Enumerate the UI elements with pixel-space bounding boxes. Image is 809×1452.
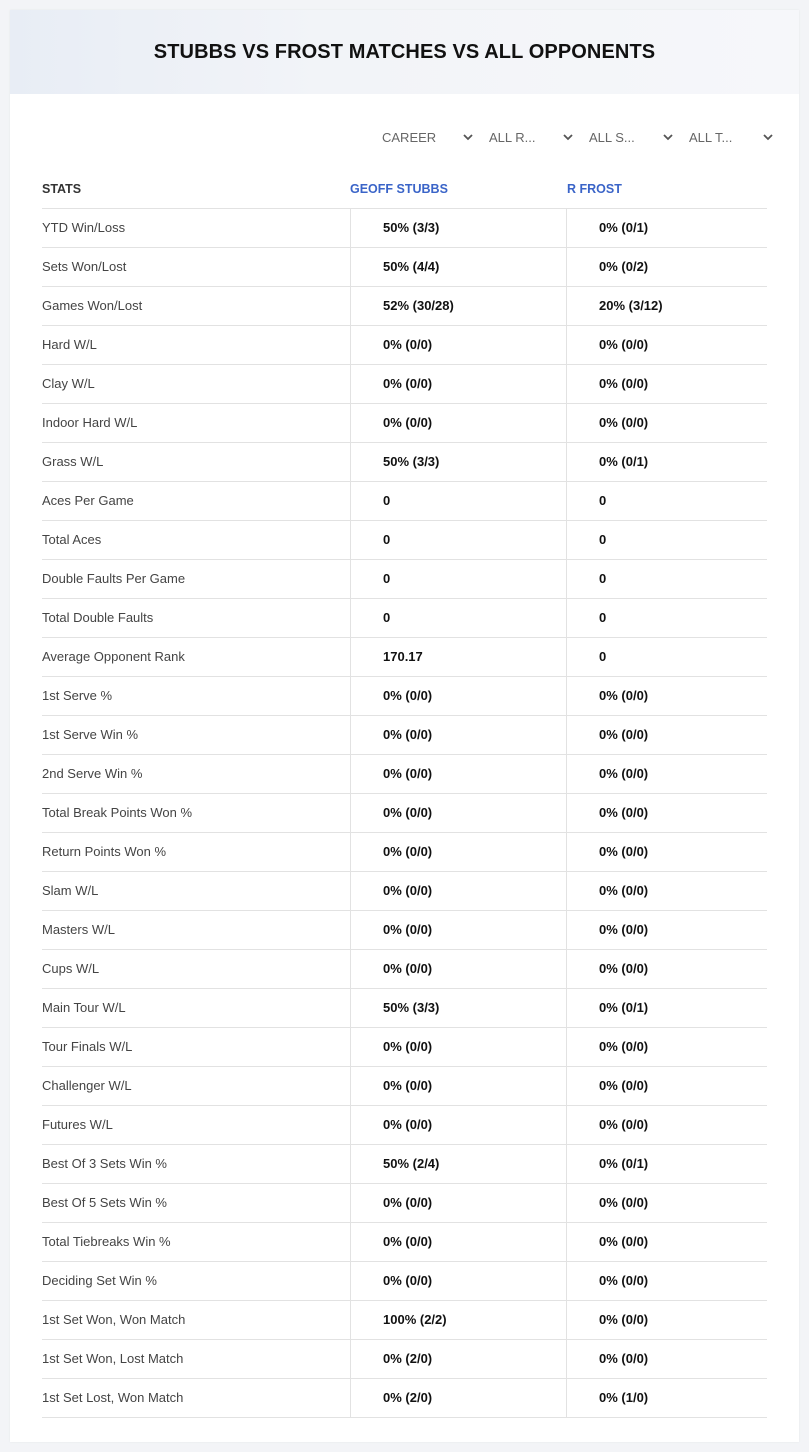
player1-value: 50% (4/4) <box>383 259 440 274</box>
stat-label: Return Points Won % <box>42 844 167 859</box>
player1-value: 0% (0/0) <box>383 961 433 976</box>
player2-value: 0 <box>599 571 607 586</box>
table-row <box>42 248 767 287</box>
player2-value: 0% (0/0) <box>599 337 649 352</box>
stat-label: Indoor Hard W/L <box>42 415 138 430</box>
table-row <box>42 638 767 677</box>
player1-value: 0% (0/0) <box>383 805 433 820</box>
player1-value: 50% (3/3) <box>383 454 440 469</box>
table-row <box>42 326 767 365</box>
stat-label: Cups W/L <box>42 961 100 976</box>
player2-value: 0% (0/1) <box>599 454 649 469</box>
stat-label: Tour Finals W/L <box>42 1039 133 1054</box>
player1-value: 0% (0/0) <box>383 376 433 391</box>
table-row <box>42 1067 767 1106</box>
player1-value: 100% (2/2) <box>383 1312 447 1327</box>
player2-value: 0% (0/1) <box>599 1156 649 1171</box>
player1-value: 0% (0/0) <box>383 1039 433 1054</box>
player2-value: 0% (0/0) <box>599 1351 649 1366</box>
table-row <box>42 482 767 521</box>
page-title: STUBBS VS FROST MATCHES VS ALL OPPONENTS <box>153 40 656 63</box>
table-row <box>42 404 767 443</box>
player2-value: 0 <box>599 493 607 508</box>
player2-value: 0% (0/0) <box>599 688 649 703</box>
player1-value: 0% (0/0) <box>383 1078 433 1093</box>
page-header <box>10 10 799 94</box>
player2-value: 0% (0/0) <box>599 415 649 430</box>
stat-label: Total Break Points Won % <box>42 805 193 820</box>
stat-label: Deciding Set Win % <box>42 1273 157 1288</box>
stat-label: 1st Set Lost, Won Match <box>42 1390 184 1405</box>
filter-career-select[interactable] <box>382 126 474 148</box>
stat-label: Average Opponent Rank <box>42 649 185 664</box>
table-row <box>42 950 767 989</box>
player1-value: 50% (2/4) <box>383 1156 440 1171</box>
column-header-player1-link[interactable]: GEOFF STUBBS <box>350 182 448 196</box>
player2-value: 0% (0/0) <box>599 883 649 898</box>
stat-label: Total Aces <box>42 532 102 547</box>
player1-value: 50% (3/3) <box>383 1000 440 1015</box>
chevron-down-icon <box>462 131 474 143</box>
stat-label: Futures W/L <box>42 1117 113 1132</box>
table-row <box>42 833 767 872</box>
stats-card <box>10 10 799 1442</box>
stat-label: Total Double Faults <box>42 610 154 625</box>
table-row <box>42 287 767 326</box>
player1-value: 0% (0/0) <box>383 727 433 742</box>
table-row <box>42 1262 767 1301</box>
player1-value: 0% (2/0) <box>383 1351 433 1366</box>
table-row <box>42 1301 767 1340</box>
player1-value: 0% (0/0) <box>383 766 433 781</box>
player2-value: 0% (0/0) <box>599 1195 649 1210</box>
player2-value: 0% (0/0) <box>599 1273 649 1288</box>
table-row <box>42 794 767 833</box>
player2-value: 0% (0/1) <box>599 220 649 235</box>
player2-value: 0% (0/2) <box>599 259 649 274</box>
player2-value: 0% (0/0) <box>599 922 649 937</box>
player1-value: 170.17 <box>383 649 423 664</box>
player1-value: 0% (0/0) <box>383 1117 433 1132</box>
player1-value: 0% (0/0) <box>383 1273 433 1288</box>
player2-value: 0 <box>599 610 607 625</box>
stat-label: Main Tour W/L <box>42 1000 126 1015</box>
player1-value: 0 <box>383 571 391 586</box>
player1-value: 0% (0/0) <box>383 337 433 352</box>
chevron-down-icon <box>662 131 674 143</box>
player1-value: 0% (0/0) <box>383 883 433 898</box>
table-row <box>42 677 767 716</box>
table-row <box>42 1184 767 1223</box>
player2-value: 0% (0/0) <box>599 1117 649 1132</box>
filter-bar <box>382 126 768 148</box>
table-row <box>42 1223 767 1262</box>
player1-value: 0% (0/0) <box>383 1195 433 1210</box>
player2-value: 0% (0/0) <box>599 1312 649 1327</box>
stat-label: Double Faults Per Game <box>42 571 186 586</box>
table-row <box>42 365 767 404</box>
table-row <box>42 209 767 248</box>
filter-tournaments-label: ALL T... <box>689 129 733 145</box>
player1-value: 0% (0/0) <box>383 922 433 937</box>
stat-label: 1st Serve Win % <box>42 727 139 742</box>
table-row <box>42 1340 767 1379</box>
player2-value: 0% (0/0) <box>599 844 649 859</box>
column-header-stats: STATS <box>42 182 82 196</box>
player2-value: 0% (0/0) <box>599 376 649 391</box>
chevron-down-icon <box>562 131 574 143</box>
stat-label: YTD Win/Loss <box>42 220 126 235</box>
stat-label: Aces Per Game <box>42 493 134 508</box>
table-row <box>42 872 767 911</box>
player1-value: 0% (0/0) <box>383 1234 433 1249</box>
player1-value: 0% (0/0) <box>383 688 433 703</box>
player2-value: 0% (0/1) <box>599 1000 649 1015</box>
table-row <box>42 911 767 950</box>
player1-value: 0 <box>383 610 391 625</box>
player2-value: 0% (0/0) <box>599 1039 649 1054</box>
stat-label: 1st Set Won, Won Match <box>42 1312 186 1327</box>
stat-label: Best Of 3 Sets Win % <box>42 1156 167 1171</box>
player1-value: 0% (0/0) <box>383 415 433 430</box>
table-row <box>42 443 767 482</box>
stats-table-body <box>42 208 767 1418</box>
player2-value: 0% (1/0) <box>599 1390 649 1405</box>
stat-label: Hard W/L <box>42 337 97 352</box>
player2-value: 0% (0/0) <box>599 1078 649 1093</box>
stat-label: Clay W/L <box>42 376 95 391</box>
filter-surfaces-select[interactable] <box>589 126 674 148</box>
stat-label: Best Of 5 Sets Win % <box>42 1195 167 1210</box>
stat-label: Masters W/L <box>42 922 115 937</box>
player2-value: 0% (0/0) <box>599 805 649 820</box>
stat-label: Slam W/L <box>42 883 99 898</box>
stat-label: Grass W/L <box>42 454 104 469</box>
filter-rounds-select[interactable] <box>489 126 574 148</box>
stat-label: 1st Serve % <box>42 688 113 703</box>
player2-value: 0% (0/0) <box>599 727 649 742</box>
table-row <box>42 716 767 755</box>
player1-value: 50% (3/3) <box>383 220 440 235</box>
player2-value: 0 <box>599 649 607 664</box>
table-row <box>42 1028 767 1067</box>
player2-value: 20% (3/12) <box>599 298 663 313</box>
stat-label: Total Tiebreaks Win % <box>42 1234 171 1249</box>
table-header <box>42 170 767 208</box>
column-header-player2-link[interactable]: R FROST <box>567 182 622 196</box>
filter-rounds-label: ALL R... <box>489 129 536 145</box>
player2-value: 0% (0/0) <box>599 961 649 976</box>
stat-label: Sets Won/Lost <box>42 259 127 274</box>
filter-career-label: CAREER <box>382 129 437 145</box>
table-row <box>42 521 767 560</box>
chevron-down-icon <box>762 131 774 143</box>
player1-value: 0 <box>383 493 391 508</box>
filter-surfaces-label: ALL S... <box>589 129 635 145</box>
player2-value: 0% (0/0) <box>599 1234 649 1249</box>
table-row <box>42 1145 767 1184</box>
table-row <box>42 1106 767 1145</box>
filter-tournaments-select[interactable] <box>689 126 774 148</box>
player1-value: 0% (2/0) <box>383 1390 433 1405</box>
player1-value: 52% (30/28) <box>383 298 454 313</box>
table-row <box>42 989 767 1028</box>
stat-label: 2nd Serve Win % <box>42 766 143 781</box>
player2-value: 0% (0/0) <box>599 766 649 781</box>
stat-label: Challenger W/L <box>42 1078 132 1093</box>
player2-value: 0 <box>599 532 607 547</box>
player1-value: 0% (0/0) <box>383 844 433 859</box>
table-row <box>42 599 767 638</box>
stat-label: Games Won/Lost <box>42 298 143 313</box>
stat-label: 1st Set Won, Lost Match <box>42 1351 184 1366</box>
table-row <box>42 560 767 599</box>
table-row <box>42 755 767 794</box>
player1-value: 0 <box>383 532 391 547</box>
table-row <box>42 1379 767 1418</box>
